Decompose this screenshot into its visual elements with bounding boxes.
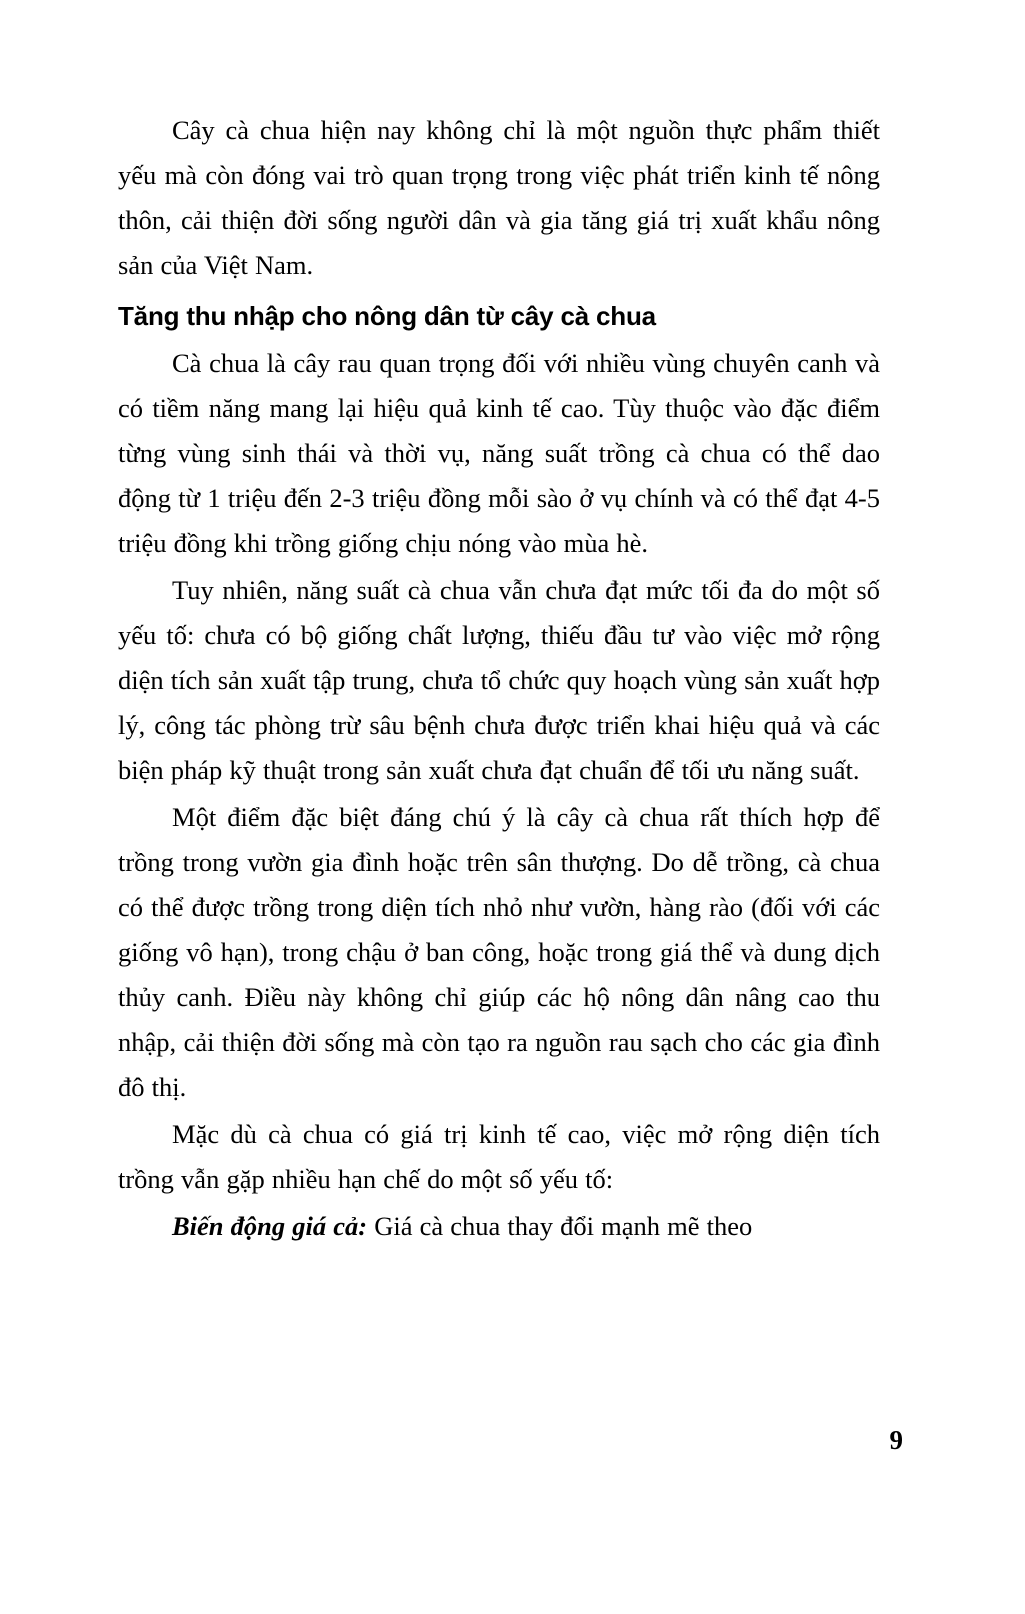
section-subheading: Tăng thu nhập cho nông dân từ cây cà chua — [118, 301, 656, 331]
paragraph-3: Tuy nhiên, năng suất cà chua vẫn chưa đạt mức tối đa do một số yếu tố: chưa có bộ giống chất lượng, thiếu đầu tư vào việc mở rộng diện tích sản xuất tập trung, chưa tổ chức quy hoạch vùng sản xuất hợp lý, công tác phòng trừ sâu bệnh chưa được triển khai hiệu quả và các biện pháp kỹ thuật trong sản xuất chưa đạt chuẩn để tối ưu năng suất. — [118, 575, 880, 785]
paragraph-6-lead-in: Biến động giá cả: — [172, 1211, 368, 1241]
paragraph-6 — [118, 1204, 880, 1249]
page-number: 9 — [889, 1425, 903, 1455]
paragraph-5: Mặc dù cà chua có giá trị kinh tế cao, việc mở rộng diện tích trồng vẫn gặp nhiều hạn chế do một số yếu tố: — [118, 1119, 880, 1194]
paragraph-2: Cà chua là cây rau quan trọng đối với nhiều vùng chuyên canh và có tiềm năng mang lại hiệu quả kinh tế cao. Tùy thuộc vào đặc điểm từng vùng sinh thái và thời vụ, năng suất trồng cà chua có thể dao động từ 1 triệu đến 2-3 triệu đồng mỗi sào ở vụ chính và có thể đạt 4-5 triệu đồng khi trồng giống chịu nóng vào mùa hè. — [118, 348, 880, 558]
page-content — [118, 108, 880, 1251]
paragraph-6-text: Giá cà chua thay đổi mạnh mẽ theo — [367, 1211, 753, 1241]
paragraph-4: Một điểm đặc biệt đáng chú ý là cây cà chua rất thích hợp để trồng trong vườn gia đình hoặc trên sân thượng. Do dễ trồng, cà chua có thể được trồng trong diện tích nhỏ như vườn, hàng rào (đối với các giống vô hạn), trong chậu ở ban công, hoặc trong giá thể và dung dịch thủy canh. Điều này không chỉ giúp các hộ nông dân nâng cao thu nhập, cải thiện đời sống mà còn tạo ra nguồn rau sạch cho các gia đình đô thị. — [118, 802, 880, 1102]
paragraph-1: Cây cà chua hiện nay không chỉ là một nguồn thực phẩm thiết yếu mà còn đóng vai trò quan trọng trong việc phát triển kinh tế nông thôn, cải thiện đời sống người dân và gia tăng giá trị xuất khẩu nông sản của Việt Nam. — [118, 115, 880, 280]
